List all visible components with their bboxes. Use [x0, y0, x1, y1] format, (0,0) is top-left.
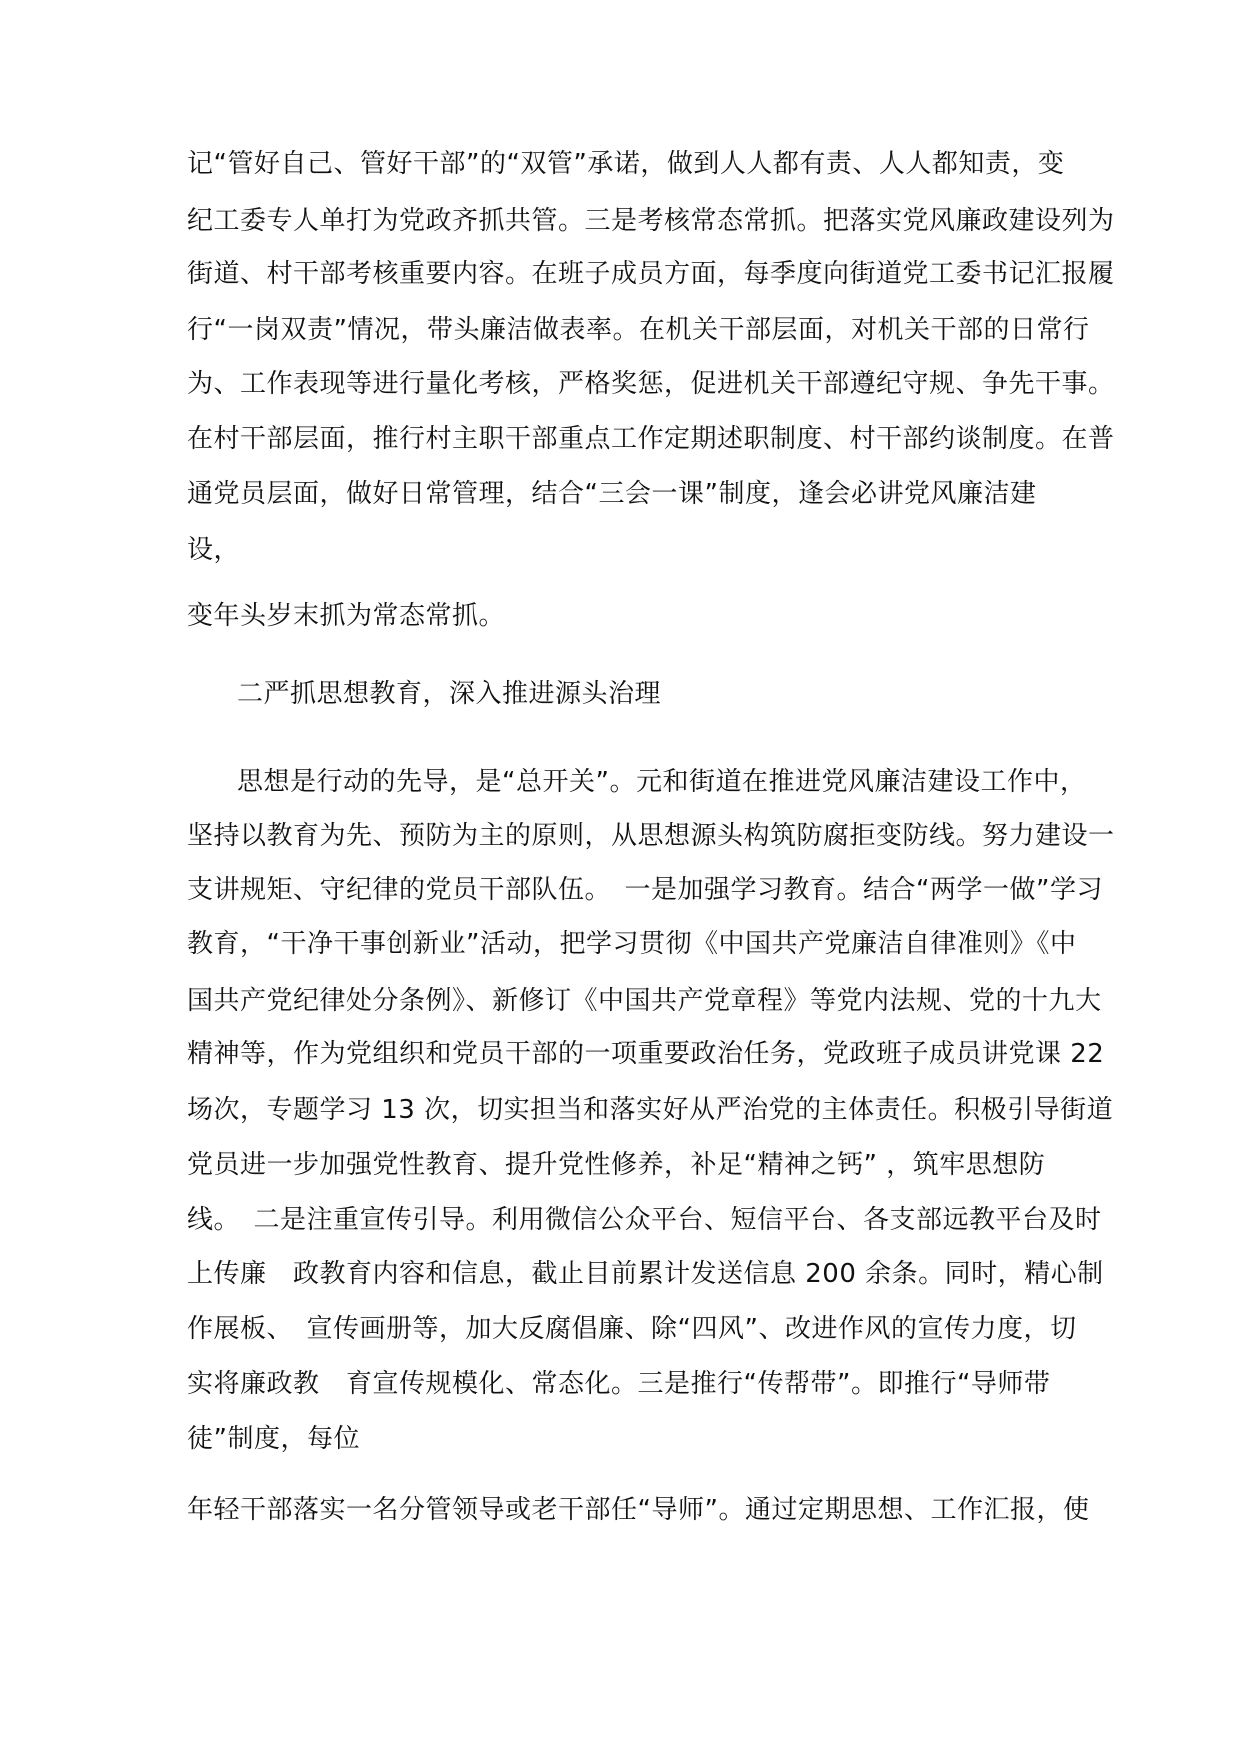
text-line: 徒”制度，每位 — [187, 1424, 360, 1454]
text-line: 精神等，作为党组织和党员干部的一项重要政治任务，党政班子成员讲党课 22 — [187, 1039, 1105, 1069]
text-line: 场次，专题学习 13 次，切实担当和落实好从严治党的主体责任。积极引导街道 — [187, 1095, 1114, 1125]
text-line: 年轻干部落实一名分管领导或老干部任“导师”。通过定期思想、工作汇报，使 — [187, 1495, 1090, 1525]
text-line: 党员进一步加强党性教育、提升党性修养，补足“精神之钙” ，筑牢思想防 — [187, 1150, 1046, 1180]
text-line: 在村干部层面，推行村主职干部重点工作定期述职制度、村干部约谈制度。在普 — [187, 424, 1115, 454]
text-line: 变年头岁末抓为常态常抓。 — [187, 601, 506, 631]
text-line: 教育，“干净干事创新业”活动，把学习贯彻《中国共产党廉洁自律准则》《中 — [187, 929, 1077, 959]
text-line: 设， — [187, 535, 241, 565]
text-line: 支讲规矩、守纪律的党员干部队伍。 一是加强学习教育。结合“两学一做”学习 — [187, 875, 1103, 905]
text-line: 为、工作表现等进行量化考核，严格奖惩，促进机关干部遵纪守规、争先干事。 — [187, 369, 1115, 399]
text-line: 上传廉 政教育内容和信息，截止目前累计发送信息 200 余条。同时，精心制 — [187, 1259, 1104, 1289]
text-line: 行“一岗双责”情况，带头廉洁做表率。在机关干部层面，对机关干部的日常行 — [187, 315, 1090, 345]
text-line: 纪工委专人单打为党政齐抓共管。三是考核常态常抓。把落实党风廉政建设列为 — [187, 206, 1115, 236]
text-line: 街道、村干部考核重要内容。在班子成员方面，每季度向街道党工委书记汇报履 — [187, 259, 1115, 289]
text-line: 实将廉政教 育宣传规模化、常态化。三是推行“传帮带”。即推行“导师带 — [187, 1369, 1051, 1399]
text-line: 作展板、 宣传画册等，加大反腐倡廉、除“四风”、改进作风的宣传力度，切 — [187, 1314, 1077, 1344]
text-line: 思想是行动的先导，是“总开关”。元和街道在推进党风廉洁建设工作中， — [237, 767, 1087, 797]
text-line: 国共产党纪律处分条例》、新修订《中国共产党章程》等党内法规、党的十九大 — [187, 986, 1102, 1016]
text-line: 记“管好自己、管好干部”的“双管”承诺，做到人人都有责、人人都知责，变 — [187, 149, 1065, 179]
text-line: 坚持以教育为先、预防为主的原则，从思想源头构筑防腐拒变防线。努力建设一 — [187, 821, 1115, 851]
text-line: 线。 二是注重宣传引导。利用微信公众平台、短信平台、各支部远教平台及时 — [187, 1205, 1102, 1235]
section-heading: 二严抓思想教育，深入推进源头治理 — [237, 679, 662, 709]
text-line: 通党员层面，做好日常管理，结合“三会一课”制度，逢会必讲党风廉洁建 — [187, 479, 1037, 509]
